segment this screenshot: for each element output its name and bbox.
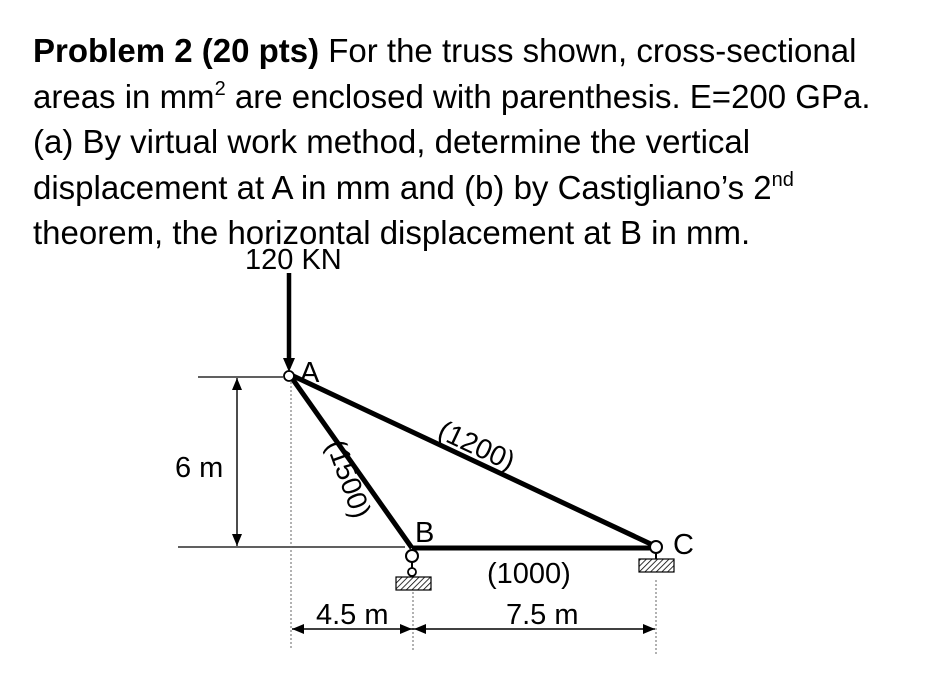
load-label: 120 KN xyxy=(245,244,342,276)
span-ab-arrow-right xyxy=(400,624,412,634)
load-arrowhead xyxy=(283,358,295,372)
support-b-ground xyxy=(396,577,431,590)
height-arrow-up xyxy=(232,378,242,390)
height-arrow-down xyxy=(232,534,242,546)
height-label: 6 m xyxy=(175,452,224,484)
support-c-ground xyxy=(639,559,674,572)
span-bc-label: 7.5 m xyxy=(506,599,579,631)
joint-c xyxy=(650,541,662,553)
joint-a xyxy=(284,371,294,381)
span-arrow-right xyxy=(643,624,655,634)
support-b-roller xyxy=(408,568,416,576)
node-label-a: A xyxy=(300,357,320,389)
span-ab-label: 4.5 m xyxy=(316,599,389,631)
problem-line-3: (a) By virtual work method, determine the vertical xyxy=(33,123,751,160)
superscript-nd: nd xyxy=(771,168,794,191)
superscript-2: 2 xyxy=(214,77,226,100)
area-label-ab: (1500) xyxy=(320,435,378,523)
problem-line-2b: are enclosed with parenthesis. E=200 GPa. xyxy=(225,77,871,115)
joint-b xyxy=(406,550,418,562)
problem-heading: Problem 2 (20 pts) xyxy=(33,32,320,69)
problem-line-5: theorem, the horizontal displacement at B in mm. xyxy=(33,214,751,251)
node-label-b: B xyxy=(415,517,435,549)
area-label-ac: (1200) xyxy=(433,414,520,477)
span-bc-arrow-left xyxy=(414,624,426,634)
area-label-bc: (1000) xyxy=(487,558,571,590)
problem-line-4a: displacement at A in mm and (b) by Castigliano’s 2 xyxy=(33,168,772,206)
node-label-c: C xyxy=(673,529,694,561)
problem-line-1-text: For the truss shown, cross-sectional xyxy=(319,32,857,69)
span-arrow-left xyxy=(292,624,304,634)
problem-line-2a: areas in mm xyxy=(33,77,215,115)
